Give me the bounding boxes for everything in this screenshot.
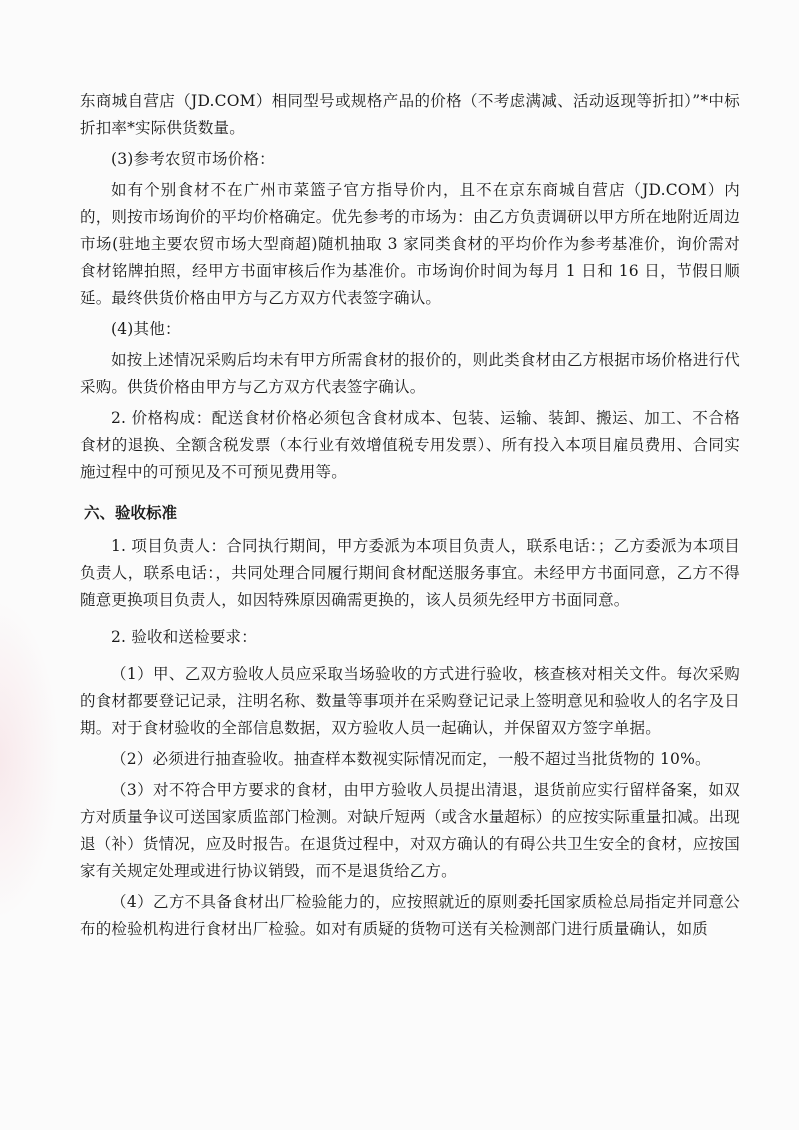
paragraph-other-purchase: 如按上述情况采购后均未有甲方所需食材的报价的，则此类食材由乙方根据市场价格进行代采购。供货价格由甲方与乙方双方代表签字确认。	[80, 351, 740, 396]
paragraph-acceptance-3: （3）对不符合甲方要求的食材，由甲方验收人员提出清退，退货前应实行留样备案，如双方对质量争议可送国家质监部门检测。对缺斤短两（或含水量超标）的应按实际重量扣减。出现退（补）货情况，应及时报告。在退货过程中，对双方确认的有碍公共卫生安全的食材，应按国家有关规定处理或进行协议销毁，而不是退货给乙方。	[80, 781, 740, 880]
paragraph-project-leader: 1. 项目负责人：合同执行期间，甲方委派为本项目负责人，联系电话：；乙方委派为本项目负责人，联系电话：，共同处理合同履行期间食材配送服务事宜。未经甲方书面同意，乙方不得随意更换项目负责人，如因特殊原因确需更换的，该人员须先经甲方书面同意。	[80, 537, 740, 609]
document-body	[80, 88, 740, 943]
paragraph-item-3-title: (3)参考农贸市场价格：	[111, 150, 275, 168]
seal-trace	[0, 600, 60, 920]
section-heading-acceptance: 六、验收标准	[84, 504, 178, 522]
paragraph-item-4-title: (4)其他：	[111, 320, 181, 338]
paragraph-acceptance-4: （4）乙方不具备食材出厂检验能力的，应按照就近的原则委托国家质检总局指定并同意公布的检验机构进行食材出厂检验。如对有质疑的货物可送有关检测部门进行质量确认，如质	[80, 893, 740, 938]
paragraph-jd-price-formula: 东商城自营店（JD.COM）相同型号或规格产品的价格（不考虑满减、活动返现等折扣）”*中标折扣率*实际供货数量。	[80, 92, 740, 137]
paragraph-price-composition: 2. 价格构成：配送食材价格必须包含食材成本、包装、运输、装卸、搬运、加工、不合格食材的退换、全额含税发票（本行业有效增值税专用发票）、所有投入本项目雇员费用、合同实施过程中的可预见及不可预见费用等。	[80, 409, 740, 481]
paragraph-acceptance-1: （1）甲、乙双方验收人员应采取当场验收的方式进行验收，核查核对相关文件。每次采购的食材都要登记记录，注明名称、数量等事项并在采购登记记录上签明意见和验收人的名字及日期。对于食材验收的全部信息数据，双方验收人员一起确认，并保留双方签字单据。	[80, 665, 740, 737]
paragraph-acceptance-2: （2）必须进行抽查验收。抽查样本数视实际情况而定，一般不超过当批货物的 10%。	[111, 750, 711, 768]
paragraph-market-price: 如有个别食材不在广州市菜篮子官方指导价内，且不在京东商城自营店（JD.COM）内的，则按市场询价的平均价格确定。优先参考的市场为：由乙方负责调研以甲方所在地附近周边市场(驻地主要农贸市场大型商超)随机抽取 3 家同类食材的平均价作为参考基准价，询价需对食材铭牌拍照，经甲方书面审核后作为基准价。市场询价时间为每月 1 日和 16 日，节假日顺延。最终供货价格由甲方与乙方双方代表签字确认。	[80, 181, 740, 307]
paragraph-acceptance-title: 2. 验收和送检要求：	[111, 628, 257, 646]
